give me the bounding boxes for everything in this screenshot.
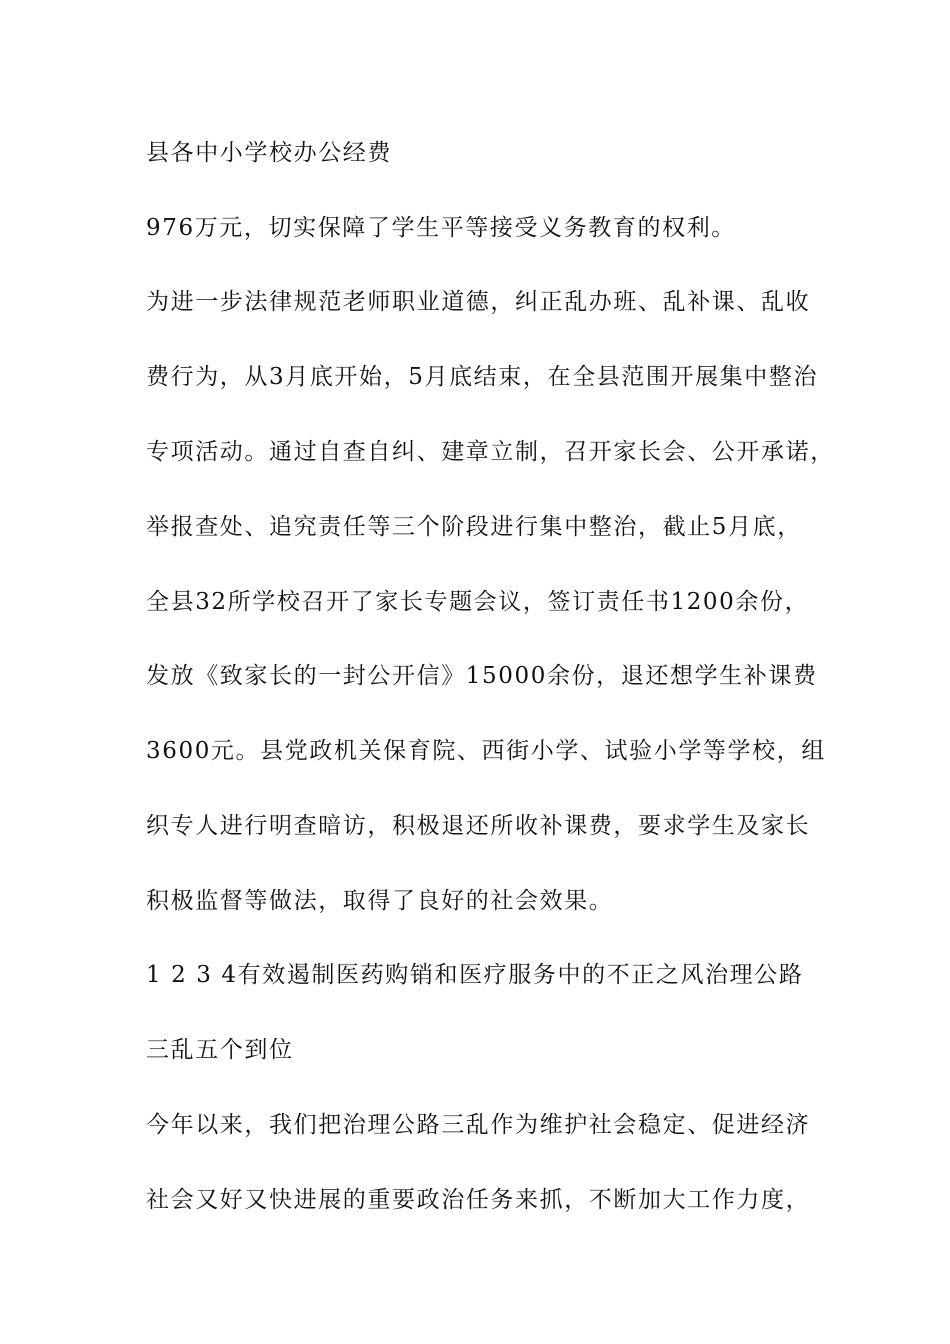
text-line: 3600元。县党政机关保育院、西街小学、试验小学等学校，组 [146, 738, 826, 764]
heading-line: 1 2 3 4有效遏制医药购销和医疗服务中的不正之风治理公路 [146, 962, 804, 988]
text-line: 发放《致家长的一封公开信》15000余份，退还想学生补课费 [146, 663, 818, 689]
text-line: 社会又好又快进展的重要政治任务来抓，不断加大工作力度， [146, 1187, 811, 1213]
text-line: 全县32所学校召开了家长专题会议，签订责任书1200余份， [146, 589, 810, 615]
text-line: 专项活动。通过自查自纠、建章立制，召开家长会、公开承诺， [146, 439, 835, 465]
text-line: 积极监督等做法，取得了良好的社会效果。 [146, 888, 614, 914]
text-line: 为进一步法律规范老师职业道德，纠正乱办班、乱补课、乱收 [146, 289, 811, 315]
text-line: 费行为，从3月底开始，5月底结束，在全县范围开展集中整治 [146, 364, 819, 390]
text-line: 976万元，切实保障了学生平等接受义务教育的权利。 [146, 215, 736, 241]
text-line: 县各中小学校办公经费 [146, 140, 392, 166]
text-line: 织专人进行明查暗访，积极退还所收补课费，要求学生及家长 [146, 813, 811, 839]
text-line: 今年以来，我们把治理公路三乱作为维护社会稳定、促进经济 [146, 1112, 811, 1138]
text-line: 举报查处、追究责任等三个阶段进行集中整治，截止5月底， [146, 514, 802, 540]
heading-line: 三乱五个到位 [146, 1037, 294, 1063]
